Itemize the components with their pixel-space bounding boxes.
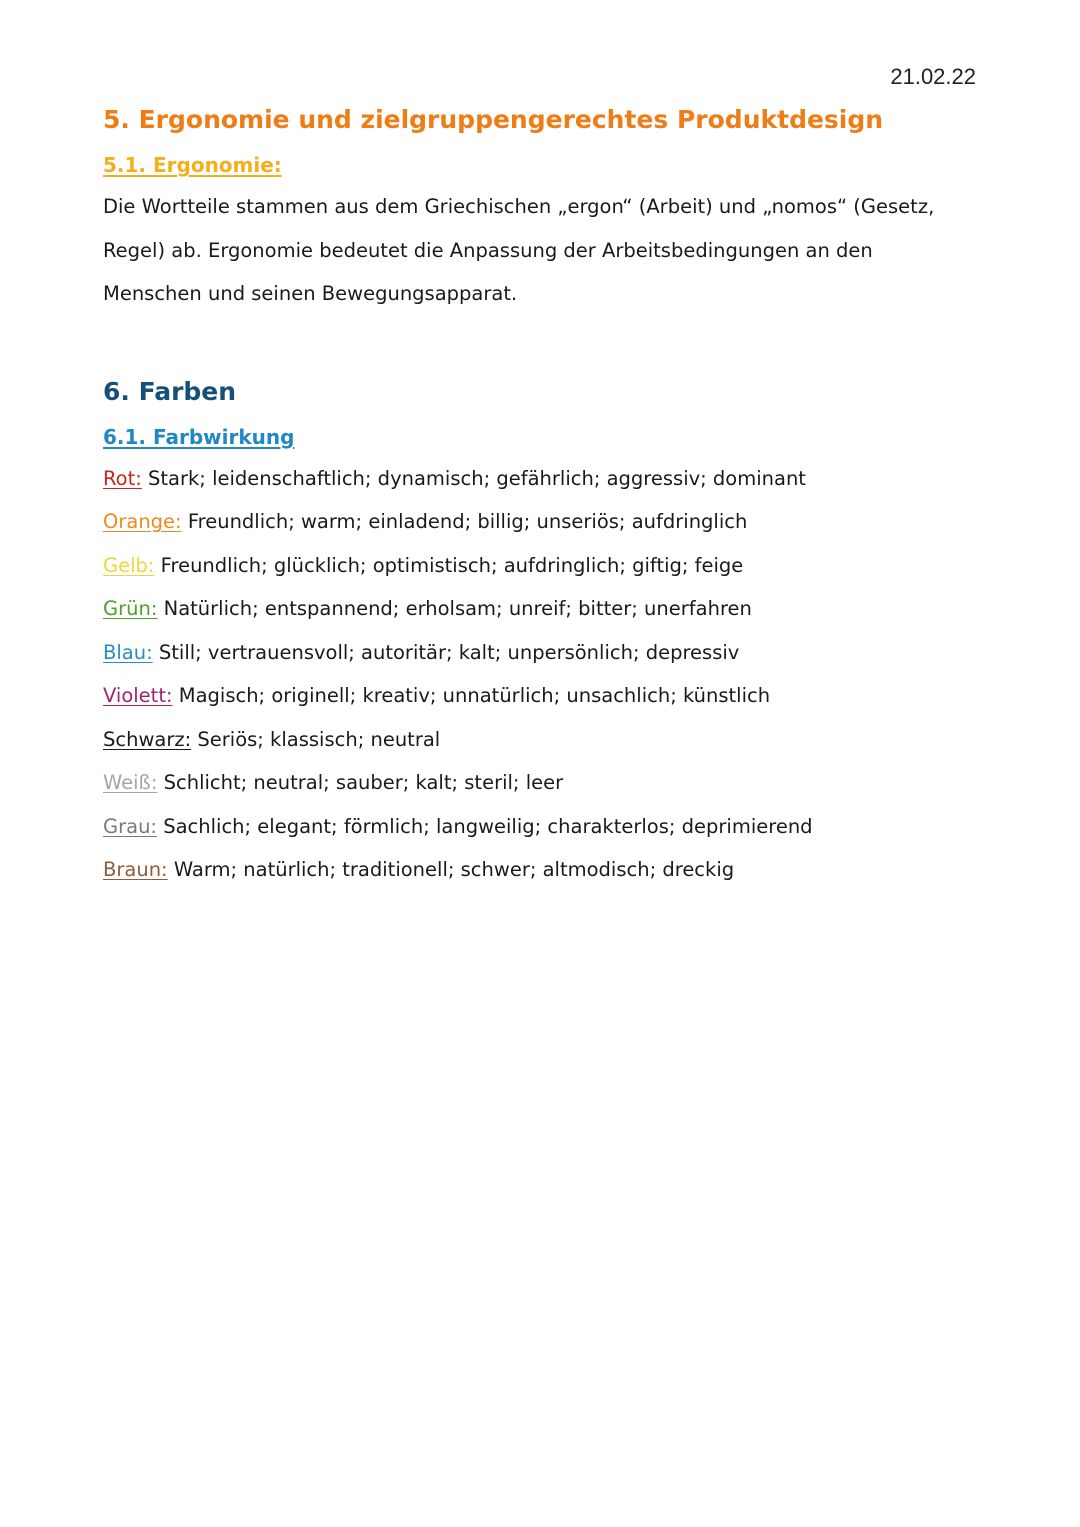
document-content [103,102,983,892]
color-name-label: Gelb: [103,553,155,577]
color-row [103,718,983,762]
color-description: Still; vertrauensvoll; autoritär; kalt; unpersönlich; depressiv [152,640,740,664]
section-6-1-heading: 6.1. Farbwirkung [103,424,295,449]
color-name-label: Orange: [103,510,182,533]
color-row [103,805,983,849]
color-description: Schlicht; neutral; sauber; kalt; steril; leer [157,771,564,794]
color-row [103,674,983,718]
color-description: Warm; natürlich; traditionell; schwer; altmodisch; dreckig [167,858,735,881]
color-row [103,500,983,544]
page-date: 21.02.22 [890,64,976,89]
color-name-label: Grau: [103,814,158,838]
color-row [103,587,983,631]
section-5-1-heading: 5.1. Ergonomie: [103,153,282,177]
color-description: Magisch; originell; kreativ; unnatürlich; unsachlich; künstlich [172,684,771,707]
section-5-heading: 5. Ergonomie und zielgruppengerechtes Produktdesign [103,105,884,134]
color-name-label: Violett: [103,684,173,707]
section-6-heading: 6. Farben [103,376,237,406]
color-row [103,631,983,675]
section-spacer [103,316,983,374]
color-row [103,544,983,588]
color-effect-list [103,457,983,892]
color-description: Sachlich; elegant; förmlich; langweilig; charakterlos; deprimierend [157,814,813,838]
color-row [103,848,983,892]
color-name-label: Rot: [103,466,142,490]
color-name-label: Schwarz: [103,727,192,751]
color-name-label: Blau: [103,640,153,664]
color-description: Freundlich; glücklich; optimistisch; aufdringlich; giftig; feige [154,553,744,577]
color-description: Stark; leidenschaftlich; dynamisch; gefährlich; aggressiv; dominant [141,466,806,490]
ergonomie-paragraph: Die Wortteile stammen aus dem Griechischen „ergon“ (Arbeit) und „nomos“ (Gesetz, Regel) ab. Ergonomie bedeutet die Anpassung der Arbeitsbedingungen an den Menschen und seinen Bewegungsapparat. [103,195,935,305]
color-row [103,457,983,501]
color-description: Natürlich; entspannend; erholsam; unreif; bitter; unerfahren [157,597,752,620]
color-name-label: Weiß: [103,771,158,794]
color-name-label: Grün: [103,597,158,620]
color-name-label: Braun: [103,858,168,881]
color-row [103,761,983,805]
color-description: Seriös; klassisch; neutral [191,727,441,751]
color-description: Freundlich; warm; einladend; billig; unseriös; aufdringlich [181,510,748,533]
